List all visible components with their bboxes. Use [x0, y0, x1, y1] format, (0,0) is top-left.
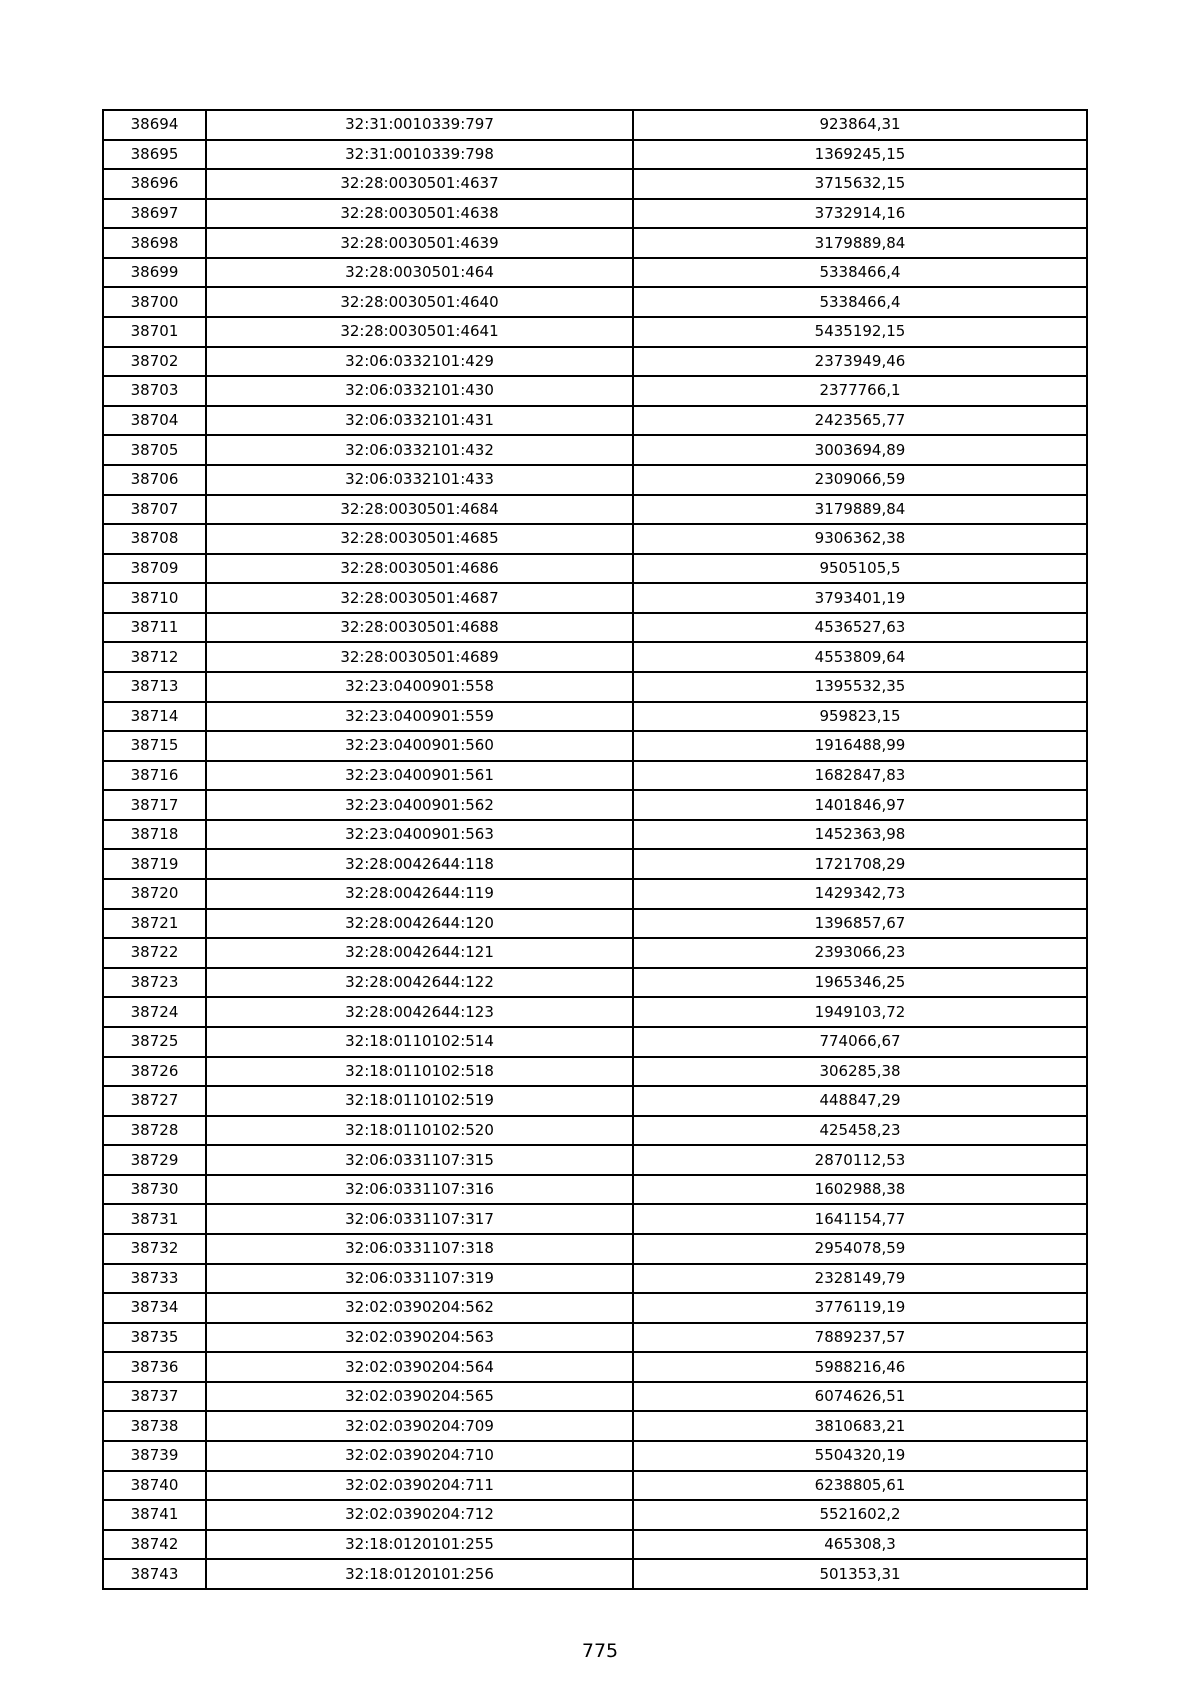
table-row: [103, 435, 1087, 465]
cadastral-number-cell: 32:18:0120101:256: [206, 1559, 633, 1589]
table-row: [103, 583, 1087, 613]
table-row: [103, 613, 1087, 643]
cadastral-number-cell: 32:18:0110102:519: [206, 1086, 633, 1116]
value-cell: 2373949,46: [633, 347, 1087, 377]
cadastral-number-cell: 32:28:0042644:120: [206, 909, 633, 939]
value-cell: 5988216,46: [633, 1352, 1087, 1382]
table-row: [103, 1500, 1087, 1530]
table-row: [103, 1352, 1087, 1382]
row-number-cell: 38718: [103, 820, 206, 850]
cadastral-number-cell: 32:06:0332101:432: [206, 435, 633, 465]
row-number-cell: 38722: [103, 938, 206, 968]
value-cell: 501353,31: [633, 1559, 1087, 1589]
value-cell: 306285,38: [633, 1057, 1087, 1087]
value-cell: 3776119,19: [633, 1293, 1087, 1323]
table-row: [103, 554, 1087, 584]
value-cell: 1949103,72: [633, 997, 1087, 1027]
table-row: [103, 1116, 1087, 1146]
value-cell: 5338466,4: [633, 258, 1087, 288]
table-row: [103, 169, 1087, 199]
table-row: [103, 968, 1087, 998]
row-number-cell: 38694: [103, 110, 206, 140]
value-cell: 3715632,15: [633, 169, 1087, 199]
table-row: [103, 376, 1087, 406]
cadastral-number-cell: 32:18:0120101:255: [206, 1530, 633, 1560]
table-row: [103, 1323, 1087, 1353]
cadastral-number-cell: 32:02:0390204:710: [206, 1441, 633, 1471]
row-number-cell: 38725: [103, 1027, 206, 1057]
value-cell: 7889237,57: [633, 1323, 1087, 1353]
table-row: [103, 465, 1087, 495]
table-row: [103, 1411, 1087, 1441]
cadastral-number-cell: 32:02:0390204:564: [206, 1352, 633, 1382]
value-cell: 448847,29: [633, 1086, 1087, 1116]
value-cell: 5504320,19: [633, 1441, 1087, 1471]
value-cell: 774066,67: [633, 1027, 1087, 1057]
value-cell: 3179889,84: [633, 495, 1087, 525]
value-cell: 1452363,98: [633, 820, 1087, 850]
table-row: [103, 110, 1087, 140]
row-number-cell: 38699: [103, 258, 206, 288]
value-cell: 1682847,83: [633, 761, 1087, 791]
cadastral-number-cell: 32:28:0030501:4685: [206, 524, 633, 554]
row-number-cell: 38701: [103, 317, 206, 347]
cadastral-number-cell: 32:02:0390204:565: [206, 1382, 633, 1412]
table-row: [103, 820, 1087, 850]
value-cell: 1429342,73: [633, 879, 1087, 909]
row-number-cell: 38709: [103, 554, 206, 584]
value-cell: 1965346,25: [633, 968, 1087, 998]
table-row: [103, 1559, 1087, 1589]
row-number-cell: 38743: [103, 1559, 206, 1589]
cadastral-number-cell: 32:18:0110102:514: [206, 1027, 633, 1057]
row-number-cell: 38741: [103, 1500, 206, 1530]
value-cell: 923864,31: [633, 110, 1087, 140]
cadastral-number-cell: 32:23:0400901:559: [206, 702, 633, 732]
table-row: [103, 317, 1087, 347]
table-row: [103, 849, 1087, 879]
table-row: [103, 287, 1087, 317]
row-number-cell: 38724: [103, 997, 206, 1027]
row-number-cell: 38728: [103, 1116, 206, 1146]
table-row: [103, 1204, 1087, 1234]
value-cell: 1401846,97: [633, 790, 1087, 820]
table-row: [103, 347, 1087, 377]
cadastral-number-cell: 32:06:0332101:430: [206, 376, 633, 406]
cadastral-number-cell: 32:02:0390204:562: [206, 1293, 633, 1323]
row-number-cell: 38719: [103, 849, 206, 879]
cadastral-number-cell: 32:02:0390204:712: [206, 1500, 633, 1530]
value-cell: 3732914,16: [633, 199, 1087, 229]
table-row: [103, 761, 1087, 791]
table-row: [103, 524, 1087, 554]
value-cell: 2870112,53: [633, 1145, 1087, 1175]
value-cell: 1641154,77: [633, 1204, 1087, 1234]
table-row: [103, 1234, 1087, 1264]
value-cell: 2309066,59: [633, 465, 1087, 495]
value-cell: 6074626,51: [633, 1382, 1087, 1412]
row-number-cell: 38726: [103, 1057, 206, 1087]
row-number-cell: 38714: [103, 702, 206, 732]
cadastral-number-cell: 32:28:0030501:4687: [206, 583, 633, 613]
cadastral-number-cell: 32:28:0042644:123: [206, 997, 633, 1027]
table-row: [103, 1471, 1087, 1501]
table-row: [103, 642, 1087, 672]
value-cell: 2423565,77: [633, 406, 1087, 436]
value-cell: 1395532,35: [633, 672, 1087, 702]
row-number-cell: 38712: [103, 642, 206, 672]
value-cell: 5338466,4: [633, 287, 1087, 317]
registry-table-body: [103, 110, 1087, 1589]
table-row: [103, 702, 1087, 732]
cadastral-number-cell: 32:06:0331107:317: [206, 1204, 633, 1234]
table-row: [103, 731, 1087, 761]
table-row: [103, 1175, 1087, 1205]
row-number-cell: 38703: [103, 376, 206, 406]
cadastral-number-cell: 32:28:0030501:4637: [206, 169, 633, 199]
page-number: 775: [581, 1640, 619, 1662]
value-cell: 959823,15: [633, 702, 1087, 732]
value-cell: 5521602,2: [633, 1500, 1087, 1530]
cadastral-number-cell: 32:23:0400901:561: [206, 761, 633, 791]
row-number-cell: 38707: [103, 495, 206, 525]
row-number-cell: 38742: [103, 1530, 206, 1560]
row-number-cell: 38730: [103, 1175, 206, 1205]
row-number-cell: 38732: [103, 1234, 206, 1264]
cadastral-number-cell: 32:28:0030501:4688: [206, 613, 633, 643]
cadastral-number-cell: 32:28:0030501:4640: [206, 287, 633, 317]
row-number-cell: 38700: [103, 287, 206, 317]
cadastral-number-cell: 32:31:0010339:798: [206, 140, 633, 170]
cadastral-number-cell: 32:28:0030501:464: [206, 258, 633, 288]
row-number-cell: 38729: [103, 1145, 206, 1175]
row-number-cell: 38739: [103, 1441, 206, 1471]
table-row: [103, 997, 1087, 1027]
cadastral-number-cell: 32:28:0030501:4689: [206, 642, 633, 672]
cadastral-number-cell: 32:06:0332101:429: [206, 347, 633, 377]
cadastral-number-cell: 32:02:0390204:709: [206, 1411, 633, 1441]
table-row: [103, 1264, 1087, 1294]
row-number-cell: 38727: [103, 1086, 206, 1116]
row-number-cell: 38738: [103, 1411, 206, 1441]
row-number-cell: 38713: [103, 672, 206, 702]
value-cell: 5435192,15: [633, 317, 1087, 347]
cadastral-number-cell: 32:28:0042644:119: [206, 879, 633, 909]
row-number-cell: 38704: [103, 406, 206, 436]
cadastral-number-cell: 32:23:0400901:558: [206, 672, 633, 702]
table-row: [103, 406, 1087, 436]
row-number-cell: 38716: [103, 761, 206, 791]
row-number-cell: 38734: [103, 1293, 206, 1323]
table-row: [103, 228, 1087, 258]
value-cell: 425458,23: [633, 1116, 1087, 1146]
row-number-cell: 38698: [103, 228, 206, 258]
row-number-cell: 38731: [103, 1204, 206, 1234]
cadastral-number-cell: 32:28:0030501:4684: [206, 495, 633, 525]
cadastral-number-cell: 32:28:0030501:4639: [206, 228, 633, 258]
table-row: [103, 938, 1087, 968]
table-row: [103, 909, 1087, 939]
table-row: [103, 1382, 1087, 1412]
cadastral-number-cell: 32:06:0331107:316: [206, 1175, 633, 1205]
value-cell: 9306362,38: [633, 524, 1087, 554]
value-cell: 3179889,84: [633, 228, 1087, 258]
table-row: [103, 199, 1087, 229]
value-cell: 1721708,29: [633, 849, 1087, 879]
value-cell: 3810683,21: [633, 1411, 1087, 1441]
row-number-cell: 38708: [103, 524, 206, 554]
table-row: [103, 1145, 1087, 1175]
cadastral-number-cell: 32:23:0400901:560: [206, 731, 633, 761]
row-number-cell: 38710: [103, 583, 206, 613]
cadastral-number-cell: 32:28:0042644:121: [206, 938, 633, 968]
row-number-cell: 38737: [103, 1382, 206, 1412]
table-row: [103, 790, 1087, 820]
value-cell: 1396857,67: [633, 909, 1087, 939]
row-number-cell: 38706: [103, 465, 206, 495]
value-cell: 4553809,64: [633, 642, 1087, 672]
value-cell: 9505105,5: [633, 554, 1087, 584]
value-cell: 1369245,15: [633, 140, 1087, 170]
cadastral-number-cell: 32:06:0332101:431: [206, 406, 633, 436]
value-cell: 2393066,23: [633, 938, 1087, 968]
cadastral-number-cell: 32:28:0030501:4686: [206, 554, 633, 584]
cadastral-number-cell: 32:06:0331107:318: [206, 1234, 633, 1264]
value-cell: 3003694,89: [633, 435, 1087, 465]
cadastral-number-cell: 32:28:0030501:4641: [206, 317, 633, 347]
value-cell: 1602988,38: [633, 1175, 1087, 1205]
value-cell: 2377766,1: [633, 376, 1087, 406]
row-number-cell: 38736: [103, 1352, 206, 1382]
value-cell: 6238805,61: [633, 1471, 1087, 1501]
value-cell: 2328149,79: [633, 1264, 1087, 1294]
cadastral-number-cell: 32:06:0332101:433: [206, 465, 633, 495]
table-row: [103, 1086, 1087, 1116]
table-row: [103, 879, 1087, 909]
cadastral-number-cell: 32:31:0010339:797: [206, 110, 633, 140]
cadastral-number-cell: 32:06:0331107:315: [206, 1145, 633, 1175]
value-cell: 3793401,19: [633, 583, 1087, 613]
value-cell: 2954078,59: [633, 1234, 1087, 1264]
value-cell: 4536527,63: [633, 613, 1087, 643]
cadastral-number-cell: 32:28:0030501:4638: [206, 199, 633, 229]
row-number-cell: 38733: [103, 1264, 206, 1294]
table-row: [103, 140, 1087, 170]
table-row: [103, 258, 1087, 288]
row-number-cell: 38711: [103, 613, 206, 643]
row-number-cell: 38740: [103, 1471, 206, 1501]
row-number-cell: 38705: [103, 435, 206, 465]
row-number-cell: 38720: [103, 879, 206, 909]
cadastral-number-cell: 32:28:0042644:118: [206, 849, 633, 879]
table-row: [103, 495, 1087, 525]
table-row: [103, 1293, 1087, 1323]
cadastral-number-cell: 32:18:0110102:518: [206, 1057, 633, 1087]
cadastral-number-cell: 32:06:0331107:319: [206, 1264, 633, 1294]
registry-table: [102, 109, 1088, 1590]
row-number-cell: 38702: [103, 347, 206, 377]
row-number-cell: 38695: [103, 140, 206, 170]
cadastral-number-cell: 32:02:0390204:711: [206, 1471, 633, 1501]
value-cell: 465308,3: [633, 1530, 1087, 1560]
table-row: [103, 1057, 1087, 1087]
row-number-cell: 38717: [103, 790, 206, 820]
value-cell: 1916488,99: [633, 731, 1087, 761]
row-number-cell: 38721: [103, 909, 206, 939]
row-number-cell: 38715: [103, 731, 206, 761]
table-row: [103, 672, 1087, 702]
table-row: [103, 1530, 1087, 1560]
cadastral-number-cell: 32:23:0400901:562: [206, 790, 633, 820]
row-number-cell: 38696: [103, 169, 206, 199]
row-number-cell: 38723: [103, 968, 206, 998]
cadastral-number-cell: 32:23:0400901:563: [206, 820, 633, 850]
cadastral-number-cell: 32:28:0042644:122: [206, 968, 633, 998]
table-row: [103, 1027, 1087, 1057]
table-row: [103, 1441, 1087, 1471]
cadastral-number-cell: 32:18:0110102:520: [206, 1116, 633, 1146]
row-number-cell: 38697: [103, 199, 206, 229]
row-number-cell: 38735: [103, 1323, 206, 1353]
cadastral-number-cell: 32:02:0390204:563: [206, 1323, 633, 1353]
